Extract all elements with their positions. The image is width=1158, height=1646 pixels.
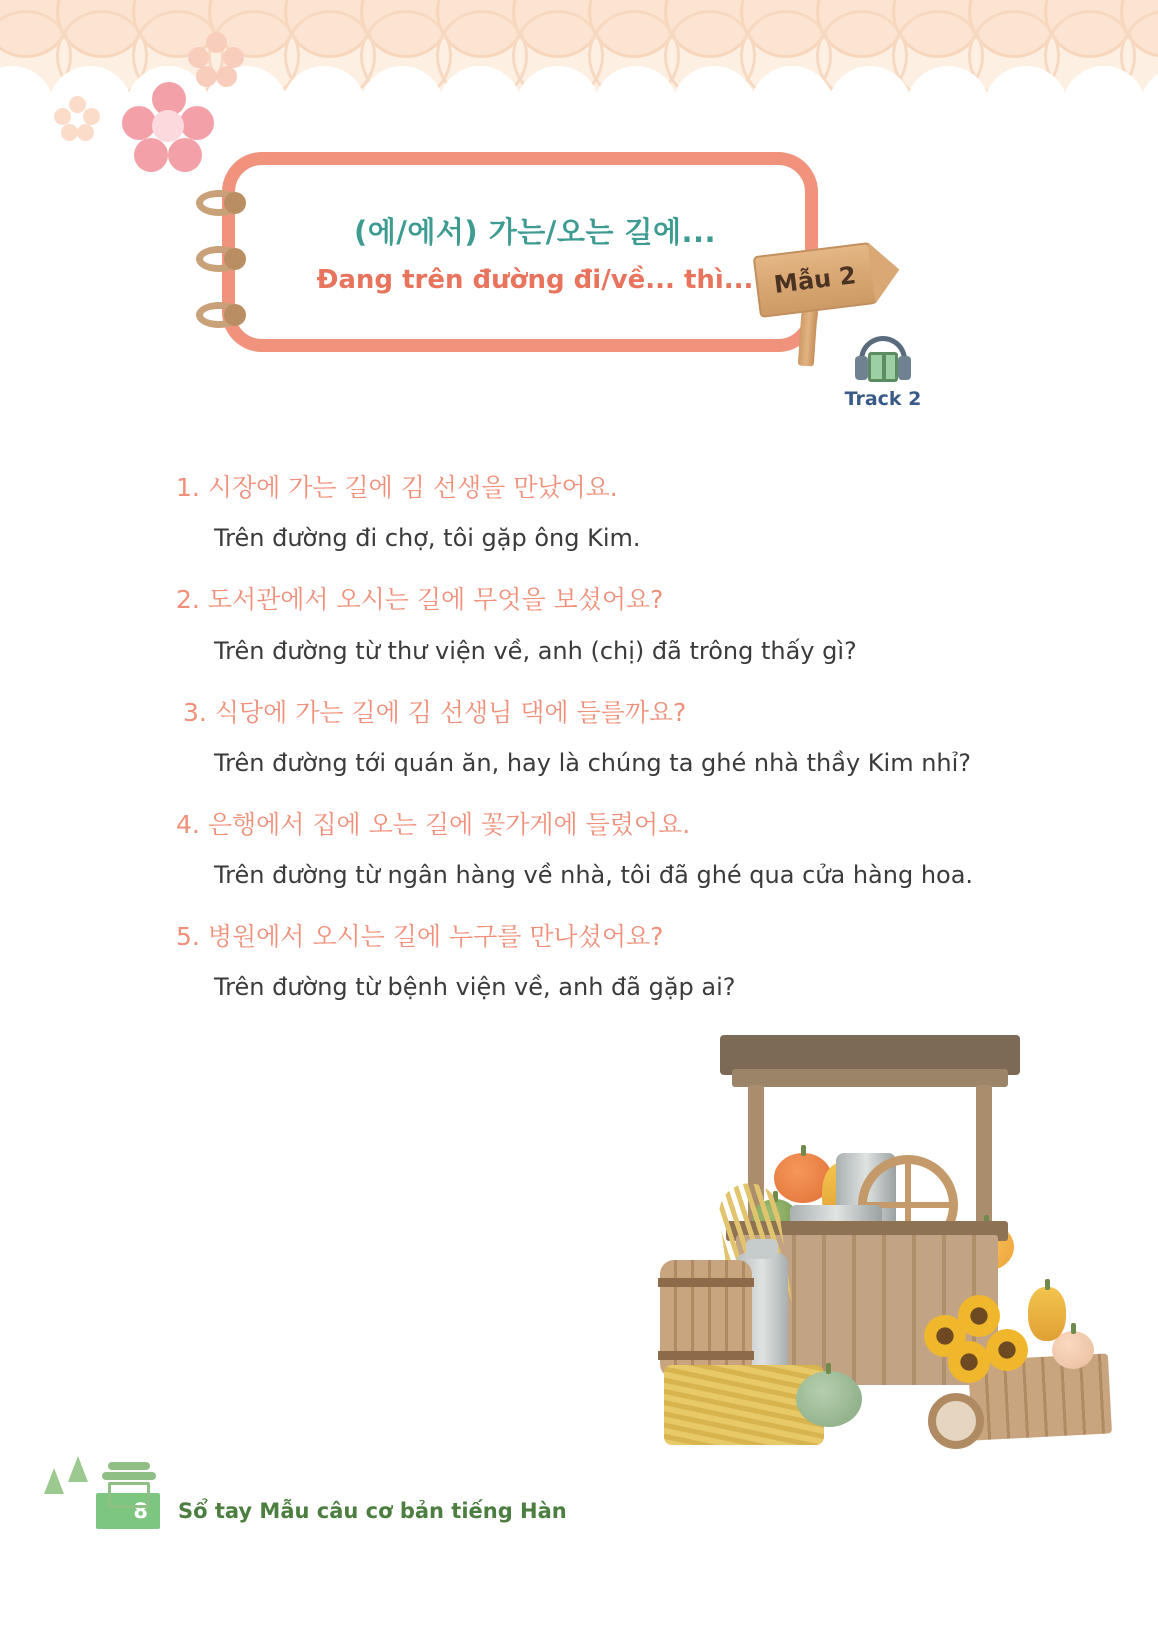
- korean-sentence: [0, 919, 1158, 955]
- footer-title: Sổ tay Mẫu câu cơ bản tiếng Hàn: [178, 1499, 567, 1523]
- title-vietnamese: Đang trên đường đi/về... thì...: [316, 264, 754, 295]
- track-label: Track 2: [844, 388, 922, 410]
- korean-text: 도서관에서 오시는 길에 무엇을 보셨어요?: [207, 585, 664, 615]
- item-number: 3.: [183, 697, 215, 727]
- tree-icon-1: [44, 1468, 64, 1494]
- korean-text: 시장에 가는 길에 김 선생을 만났어요.: [207, 473, 618, 502]
- list-item: [0, 807, 1158, 893]
- list-item: [0, 695, 1158, 781]
- vietnamese-sentence: Trên đường từ thư viện về, anh (chị) đã trông thấy gì?: [214, 636, 857, 665]
- pattern-title-content: [222, 152, 818, 352]
- korean-sentence: [0, 695, 1158, 731]
- list-item: [0, 470, 1158, 556]
- pagoda-icon: [94, 1458, 164, 1520]
- vietnamese-sentence: Trên đường từ ngân hàng về nhà, tôi đã ghé qua cửa hàng hoa.: [214, 861, 974, 889]
- item-number: 2.: [176, 585, 208, 615]
- page-footer: [96, 1486, 796, 1536]
- plum-blossom-icon-tiny: [54, 96, 100, 142]
- korean-sentence: [0, 807, 1158, 843]
- stall-post-right: [976, 1085, 992, 1235]
- korean-text: 은행에서 집에 오는 길에 꽃가게에 들렸어요.: [207, 809, 691, 839]
- korean-text: 병원에서 오시는 길에 누구를 만나셨어요?: [207, 922, 664, 951]
- plum-blossom-icon-small: [188, 32, 244, 88]
- vietnamese-sentence: Trên đường từ bệnh viện về, anh đã gặp ai?: [214, 973, 736, 1002]
- example-sentence-list: [0, 470, 1158, 1031]
- korean-sentence: [0, 470, 1158, 506]
- item-number: 5.: [176, 922, 208, 951]
- page-number-badge: 8: [96, 1493, 160, 1529]
- barrel-icon: [660, 1260, 752, 1378]
- list-item: [0, 582, 1158, 668]
- headphone-icon: [855, 336, 911, 384]
- title-korean: (에/에서) 가는/오는 길에...: [353, 214, 717, 249]
- korean-sentence: [0, 582, 1158, 618]
- spiral-binding: [196, 190, 256, 330]
- sunflower-bunch-icon: [924, 1295, 1044, 1405]
- plum-blossom-icon: [122, 82, 214, 174]
- vietnamese-sentence: Trên đường đi chợ, tôi gặp ông Kim.: [214, 524, 641, 553]
- green-pumpkin-icon-bottom: [796, 1371, 862, 1427]
- stall-roof-trim: [732, 1069, 1008, 1087]
- audio-track-badge[interactable]: [838, 336, 928, 410]
- item-number: 1.: [176, 473, 208, 502]
- signpost-icon: [753, 242, 878, 318]
- market-stall-illustration: [640, 1035, 1110, 1460]
- vietnamese-sentence: Trên đường tới quán ăn, hay là chúng ta ghé nhà thầy Kim nhỉ?: [214, 748, 972, 777]
- korean-text: 식당에 가는 길에 김 선생님 댁에 들를까요?: [214, 697, 687, 727]
- list-item: [0, 919, 1158, 1005]
- item-number: 4.: [176, 809, 208, 839]
- tree-icon-2: [68, 1456, 88, 1482]
- pattern-badge-label: Mẫu 2: [772, 261, 858, 299]
